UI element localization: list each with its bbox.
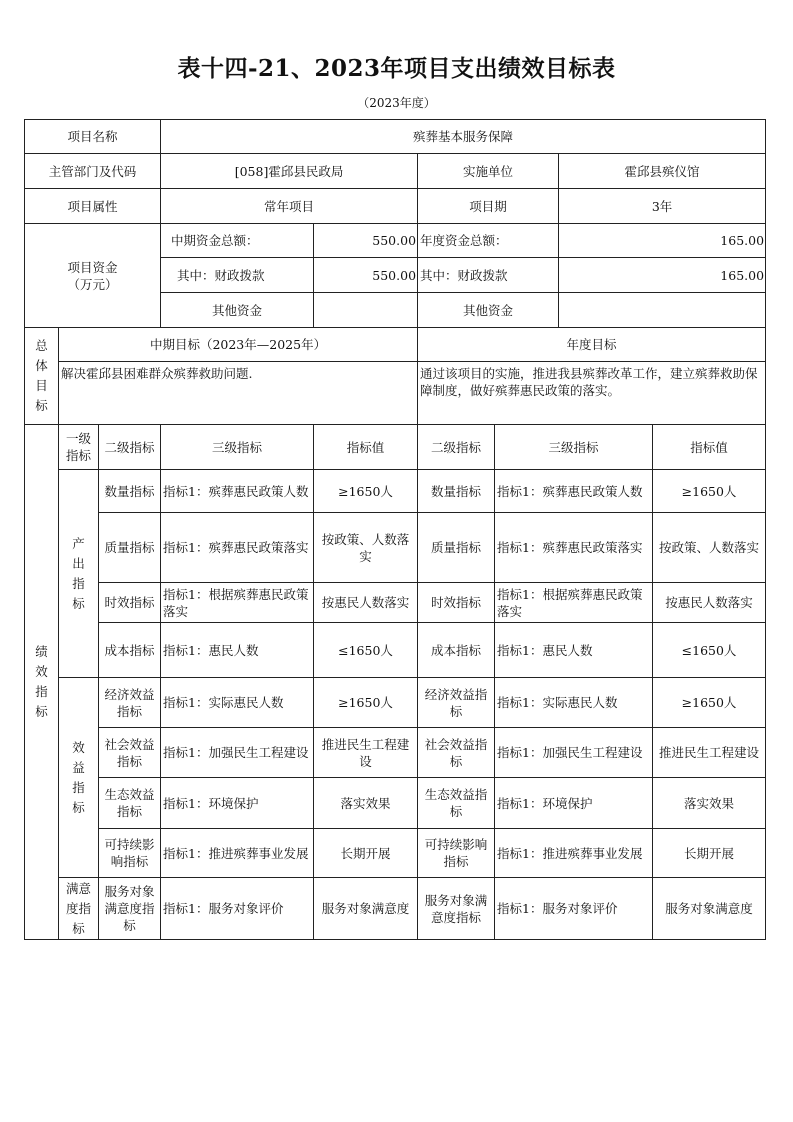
- performance-target-table: [24, 119, 766, 940]
- year-level2-indicator: 质量指标: [418, 513, 495, 583]
- year-level3-indicator: 指标1：惠民人数: [495, 623, 653, 678]
- mid-other-label: 其他资金: [161, 293, 314, 328]
- level1-indicator-text: 产出指标: [72, 535, 85, 611]
- year-indicator-value: 按惠民人数落实: [653, 583, 766, 623]
- year-level2-indicator: 经济效益指标: [418, 678, 495, 728]
- funds-label: [25, 224, 161, 328]
- year-total-label: 年度资金总额：: [418, 224, 559, 258]
- level3-indicator: 指标1：加强民生工程建设: [161, 728, 314, 778]
- year-level3-indicator: 指标1：推进殡葬事业发展: [495, 829, 653, 878]
- indicator-row: [25, 728, 766, 778]
- year-level2-indicator: 时效指标: [418, 583, 495, 623]
- dept: [058]霍邱县民政局: [161, 154, 418, 189]
- mid-total: 550.00: [314, 224, 418, 258]
- level3-indicator: 指标1：殡葬惠民政策人数: [161, 470, 314, 513]
- level2-indicator: 数量指标: [99, 470, 161, 513]
- goals-label-text: 总体目标: [35, 338, 48, 413]
- impl-label: 实施单位: [418, 154, 559, 189]
- year-fiscal-label: 其中：财政拨款: [418, 258, 559, 293]
- mid-fiscal-label: 其中：财政拨款: [161, 258, 314, 293]
- header-year-value: 指标值: [653, 425, 766, 470]
- level2-indicator: 服务对象满意度指标: [99, 878, 161, 940]
- indicators-label-text: 绩效指标: [35, 644, 48, 719]
- level3-indicator: 指标1：推进殡葬事业发展: [161, 829, 314, 878]
- year-level2-indicator: 服务对象满意度指标: [418, 878, 495, 940]
- indicator-row: [25, 583, 766, 623]
- indicator-row: [25, 623, 766, 678]
- level1-indicator-text: 满意度指标: [65, 880, 91, 936]
- attr-label: 项目属性: [25, 189, 161, 224]
- header-year-level2: 二级指标: [418, 425, 495, 470]
- mid-total-label: 中期资金总额：: [161, 224, 314, 258]
- indicator-row: [25, 678, 766, 728]
- year-goal-header: 年度目标: [418, 328, 766, 362]
- attr: 常年项目: [161, 189, 418, 224]
- level2-indicator: 经济效益指标: [99, 678, 161, 728]
- year-level2-indicator: 生态效益指标: [418, 778, 495, 829]
- year-indicator-value: ≥1650人: [653, 678, 766, 728]
- page-title: 表十四-21、2023年项目支出绩效目标表: [177, 55, 616, 82]
- indicator-value: 落实效果: [314, 778, 418, 829]
- level1-indicator: [59, 678, 99, 878]
- year-level3-indicator: 指标1：加强民生工程建设: [495, 728, 653, 778]
- indicators-label: [25, 425, 59, 940]
- goals-label: [25, 328, 59, 425]
- indicator-value: ≤1650人: [314, 623, 418, 678]
- header-value: 指标值: [314, 425, 418, 470]
- mid-fiscal: 550.00: [314, 258, 418, 293]
- year-indicator-value: 推进民生工程建设: [653, 728, 766, 778]
- header-level1: 一级指标: [59, 425, 99, 470]
- level2-indicator: 生态效益指标: [99, 778, 161, 829]
- year-goal-text: 通过该项目的实施，推进我县殡葬改革工作，建立殡葬救助保障制度，做好殡葬惠民政策的落实。: [418, 362, 766, 425]
- indicator-value: 长期开展: [314, 829, 418, 878]
- indicator-value: 按惠民人数落实: [314, 583, 418, 623]
- project-name: 殡葬基本服务保障: [161, 120, 766, 154]
- mid-goal-header: 中期目标（2023年—2025年）: [59, 328, 418, 362]
- level1-indicator-text: 效益指标: [72, 739, 85, 815]
- year-indicator-value: ≥1650人: [653, 470, 766, 513]
- page-subtitle: （2023年度）: [357, 96, 436, 110]
- period-label: 项目期: [418, 189, 559, 224]
- level2-indicator: 可持续影响指标: [99, 829, 161, 878]
- dept-label: 主管部门及代码: [25, 154, 161, 189]
- year-indicator-value: 长期开展: [653, 829, 766, 878]
- year-indicator-value: 服务对象满意度: [653, 878, 766, 940]
- year-level3-indicator: 指标1：环境保护: [495, 778, 653, 829]
- indicator-row: [25, 470, 766, 513]
- impl: 霍邱县殡仪馆: [559, 154, 766, 189]
- period: 3年: [559, 189, 766, 224]
- funds-label-text: 项目资金（万元）: [67, 259, 118, 292]
- mid-other-value: [314, 293, 418, 328]
- year-level3-indicator: 指标1：实际惠民人数: [495, 678, 653, 728]
- year-level2-indicator: 社会效益指标: [418, 728, 495, 778]
- year-total: 165.00: [559, 224, 766, 258]
- indicator-row: [25, 829, 766, 878]
- level2-indicator: 成本指标: [99, 623, 161, 678]
- header-level2: 二级指标: [99, 425, 161, 470]
- year-level3-indicator: 指标1：殡葬惠民政策人数: [495, 470, 653, 513]
- indicator-row: [25, 878, 766, 940]
- year-indicator-value: ≤1650人: [653, 623, 766, 678]
- header-year-level3: 三级指标: [495, 425, 653, 470]
- indicator-value: ≥1650人: [314, 470, 418, 513]
- year-indicator-value: 落实效果: [653, 778, 766, 829]
- level1-indicator: [59, 470, 99, 678]
- year-other-label: 其他资金: [418, 293, 559, 328]
- year-indicator-value: 按政策、人数落实: [653, 513, 766, 583]
- level2-indicator: 时效指标: [99, 583, 161, 623]
- level3-indicator: 指标1：惠民人数: [161, 623, 314, 678]
- indicator-value: 推进民生工程建设: [314, 728, 418, 778]
- level3-indicator: 指标1：根据殡葬惠民政策落实: [161, 583, 314, 623]
- year-level2-indicator: 成本指标: [418, 623, 495, 678]
- level3-indicator: 指标1：环境保护: [161, 778, 314, 829]
- level3-indicator: 指标1：殡葬惠民政策落实: [161, 513, 314, 583]
- year-fiscal: 165.00: [559, 258, 766, 293]
- level3-indicator: 指标1：实际惠民人数: [161, 678, 314, 728]
- year-other-value: [559, 293, 766, 328]
- level3-indicator: 指标1：服务对象评价: [161, 878, 314, 940]
- level2-indicator: 社会效益指标: [99, 728, 161, 778]
- indicator-row: [25, 513, 766, 583]
- mid-goal-text: 解决霍邱县困难群众殡葬救助问题.: [59, 362, 418, 425]
- year-level3-indicator: 指标1：殡葬惠民政策落实: [495, 513, 653, 583]
- level2-indicator: 质量指标: [99, 513, 161, 583]
- indicator-value: 服务对象满意度: [314, 878, 418, 940]
- level1-indicator: [59, 878, 99, 940]
- year-level3-indicator: 指标1：服务对象评价: [495, 878, 653, 940]
- project-name-label: 项目名称: [25, 120, 161, 154]
- header-level3: 三级指标: [161, 425, 314, 470]
- indicator-value: 按政策、人数落实: [314, 513, 418, 583]
- indicator-row: [25, 778, 766, 829]
- year-level2-indicator: 可持续影响指标: [418, 829, 495, 878]
- year-level3-indicator: 指标1：根据殡葬惠民政策落实: [495, 583, 653, 623]
- year-level2-indicator: 数量指标: [418, 470, 495, 513]
- indicator-value: ≥1650人: [314, 678, 418, 728]
